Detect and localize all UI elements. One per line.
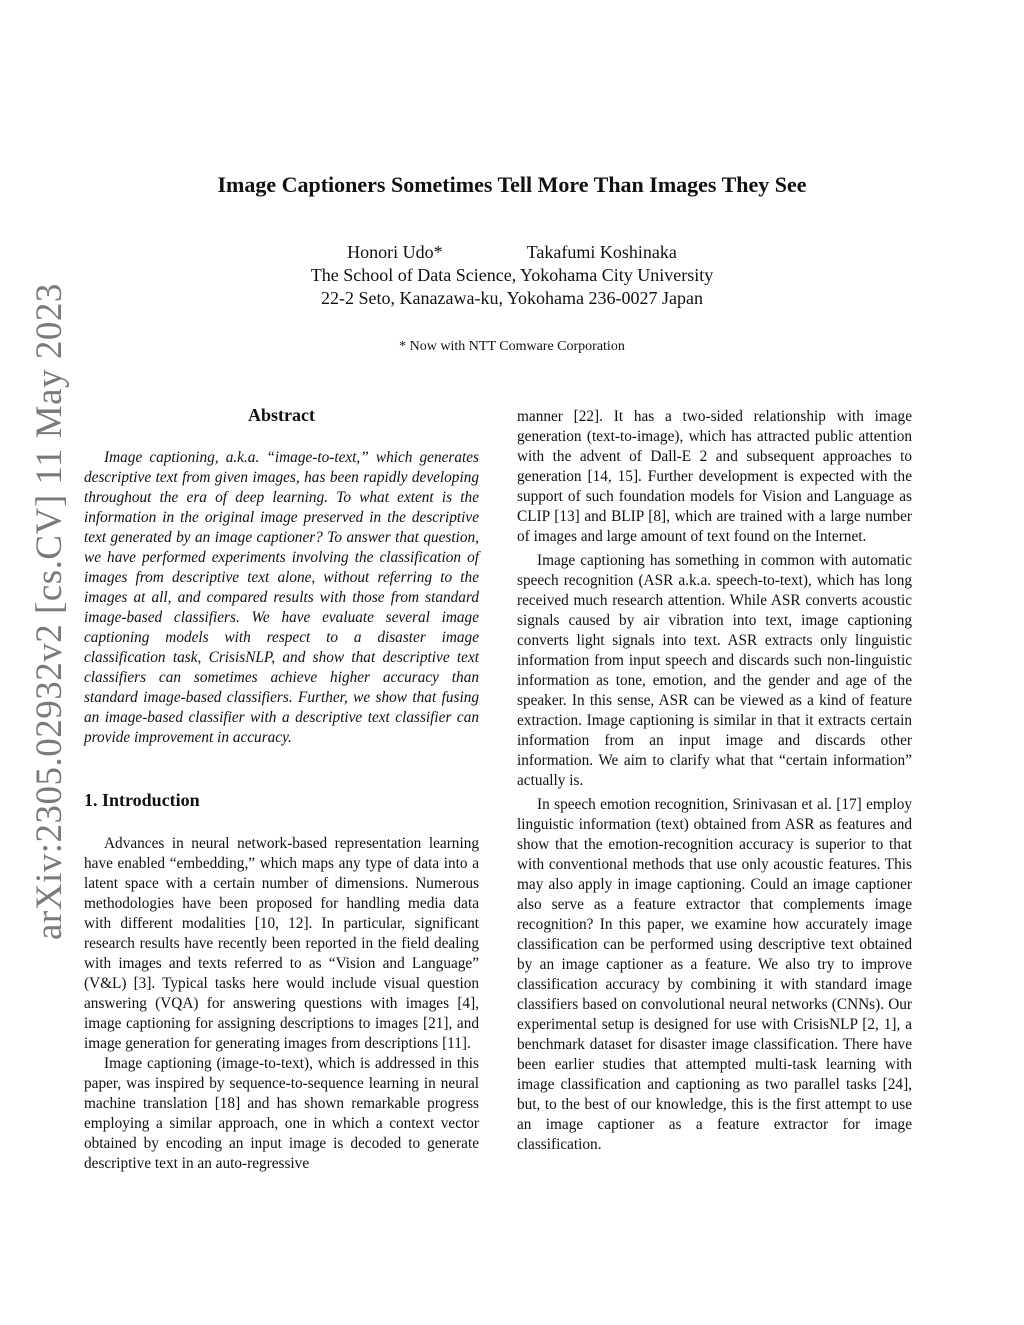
arxiv-stamp: arXiv:2305.02932v2 [cs.CV] 11 May 2023 — [29, 283, 70, 940]
address: 22-2 Seto, Kanazawa-ku, Yokohama 236-0027 Japan — [321, 288, 703, 308]
abstract-paragraph: Image captioning, a.k.a. “image-to-text,” which generates descriptive text from given images, has been rapidly developing throughout the era of deep learning. To what extent is the information in the original image preserved in the descriptive text generated by an image captioner? To answer that question, we have performed experiments involving the classification of images from descriptive text alone, without referring to the images at all, and compared results with those from standard image-based classifiers. We have evaluate several image captioning models with respect to a disaster image classification task, CrisisNLP, and show that descriptive text classifiers can sometimes achieve higher accuracy than standard image-based classifiers. Further, we show that fusing an image-based classifier with a descriptive text classifier can provide improvement in accuracy. — [84, 449, 479, 746]
paragraph: Image captioning has something in common with automatic speech recognition (ASR a.k.a. speech-to-text), which has long received much research attention. While ASR converts acoustic signals caused by air vibration into text, image captioning converts light signals into text. ASR extracts only linguistic information from input speech and discards such non-linguistic information as tone, emotion, and the gender and age of the speaker. In this sense, ASR can be viewed as a kind of feature extraction. Image captioning is similar in that it extracts certain information from an input image and discards other information. We aim to clarify what that “certain information” actually is. — [517, 552, 912, 789]
author-name: Takafumi Koshinaka — [526, 242, 677, 262]
abstract-heading: Abstract — [248, 405, 315, 425]
paragraph: Advances in neural network-based representation learning have enabled “embedding,” which maps any type of data into a latent space with a certain number of dimensions. Numerous methodologies have been proposed for handling media data with different modalities [10, 12]. In particular, significant research results have recently been reported in the field dealing with images and texts referred to as “Vision and Language” (V&L) [3]. Typical tasks here would include visual question answering (VQA) for answering questions with images [4], image captioning for assigning descriptions to images [21], and image generation for generating images from descriptions [11]. — [84, 835, 479, 1052]
author-block — [0, 241, 1024, 310]
right-column — [517, 407, 912, 1159]
paragraph: In speech emotion recognition, Srinivasan et al. [17] employ linguistic information (text) obtained from ASR as features and show that the emotion-recognition accuracy is superior to that with conventional methods that use only acoustic features. This may also apply in image captioning. Could an image captioner also serve as a feature extractor that complements image recognition? In this paper, we examine how accurately image classification can be performed using descriptive text obtained by an image captioner as a feature. We also try to improve classification accuracy by combining it with standard image classifiers based on convolutional neural networks (CNNs). Our experimental setup is designed for use with CrisisNLP [2, 1], a benchmark dataset for disaster image classification. There have been earlier studies that attempted multi-task learning with image classification and captioning as two parallel tasks [24], but, to the best of our knowledge, this is the first attempt to use an image captioner as a feature extractor for image classification. — [517, 796, 912, 1153]
paragraph: manner [22]. It has a two-sided relationship with image generation (text-to-image), which has attracted public attention with the advent of Dall-E 2 and subsequent approaches to generation [14, 15]. Further development is expected with the support of such foundation models for Vision and Language as CLIP [13] and BLIP [8], which are trained with a large number of images and large amount of text found on the Internet. — [517, 408, 912, 545]
author-name: Honori Udo* — [347, 242, 443, 262]
paragraph: Image captioning (image-to-text), which is addressed in this paper, was inspired by sequence-to-sequence learning in neural machine translation [18] and has shown remarkable progress employing a similar approach, one in which a context vector obtained by encoding an input image is decoded to generate descriptive text in an auto-regressive — [84, 1055, 479, 1172]
footnote: * Now with NTT Comware Corporation — [399, 339, 625, 354]
paper-title: Image Captioners Sometimes Tell More Than Images They See — [217, 172, 807, 197]
affiliation: The School of Data Science, Yokohama City University — [310, 265, 714, 285]
abstract-body — [84, 448, 479, 748]
intro-body — [84, 834, 479, 1174]
section-heading: 1. Introduction — [84, 790, 200, 810]
